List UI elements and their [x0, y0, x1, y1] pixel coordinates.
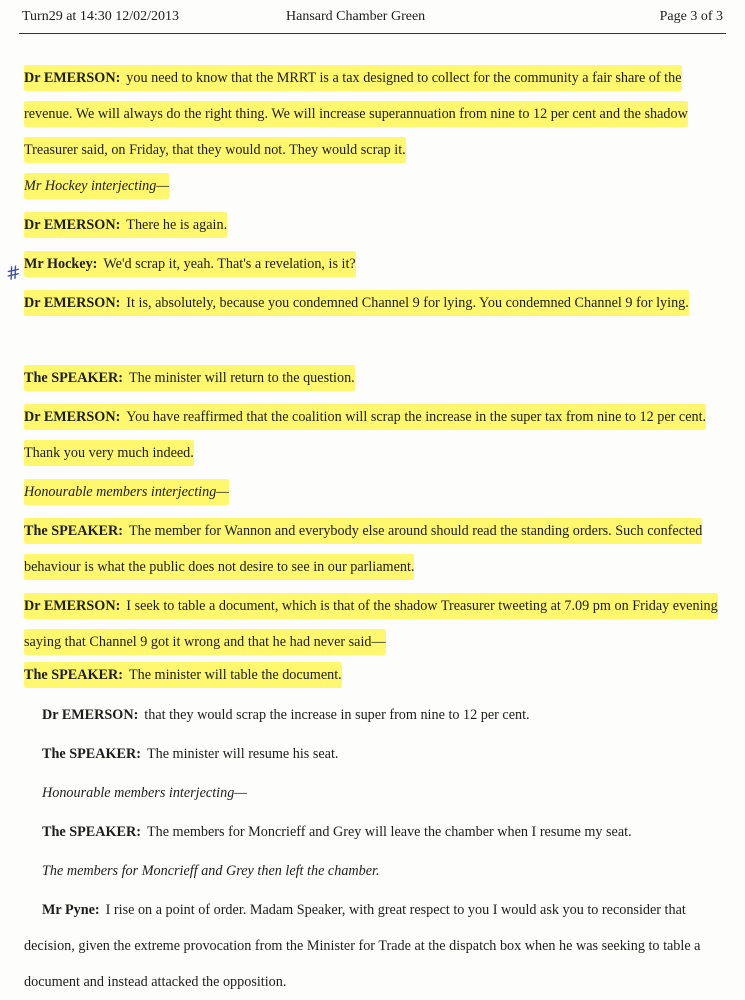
- paragraph-5: [24, 285, 724, 321]
- paragraph-2: [24, 168, 724, 204]
- speaker-name: The SPEAKER:: [42, 746, 141, 762]
- speech-text: I rise on a point of order. Madam Speaker, with great respect to you I would ask you to reconsider that decision, given the extreme provocation from the Minister for Trade at the dispatch box when he was seeking to table a document and instead attacked the opposition.: [24, 902, 701, 990]
- speech-text: You have reaffirmed that the coalition will scrap the increase in the super tax from nine to 12 per cent. Thank you very much indeed.: [24, 409, 707, 461]
- paragraph-16: [24, 853, 724, 889]
- paragraph-4: [24, 246, 724, 282]
- speech-text: The minister will resume his seat.: [146, 746, 339, 762]
- paragraph-9: [24, 513, 724, 585]
- speaker-name: The SPEAKER:: [24, 523, 123, 539]
- speaker-name: The SPEAKER:: [24, 667, 123, 683]
- speaker-name: Dr EMERSON:: [24, 70, 121, 86]
- interjection-text: Honourable members interjecting—: [42, 785, 247, 801]
- speech-text: that they would scrap the increase in super from nine to 12 per cent.: [144, 707, 530, 723]
- speech-text: you need to know that the MRRT is a tax designed to collect for the community a fair share of the revenue. We will always do the right thing. We will increase superannuation from nine to 12 per cent and the shadow Treasurer said, on Friday, that they would not. They would scrap it.: [24, 70, 688, 158]
- stage-direction: The members for Moncrieff and Grey then left the chamber.: [42, 863, 380, 879]
- speaker-name: The SPEAKER:: [24, 370, 123, 386]
- header-rule: [19, 33, 726, 34]
- speech-text: The minister will return to the question.: [128, 370, 355, 386]
- header-turn-time: Turn29 at 14:30 12/02/2013: [22, 9, 179, 24]
- speaker-name: Mr Pyne:: [42, 902, 100, 918]
- paragraph-12: [24, 697, 724, 733]
- paragraph-1: [24, 60, 724, 168]
- speech-text: I seek to table a document, which is that of the shadow Treasurer tweeting at 7.09 pm on Friday evening saying that Channel 9 got it wrong and that he had never said—: [24, 598, 718, 650]
- paragraph-11: [24, 657, 724, 693]
- speaker-name: The SPEAKER:: [42, 824, 141, 840]
- paragraph-15: [24, 814, 724, 850]
- speaker-name: Dr EMERSON:: [42, 707, 139, 723]
- header-page-number: Page 3 of 3: [659, 9, 723, 24]
- header-title: Hansard Chamber Green: [286, 9, 426, 24]
- speaker-name: Dr EMERSON:: [24, 295, 121, 311]
- speech-text: We'd scrap it, yeah. That's a revelation, is it?: [103, 256, 356, 272]
- page-header: [0, 0, 745, 36]
- speaker-name: Dr EMERSON:: [24, 409, 121, 425]
- speech-text: The minister will table the document.: [128, 667, 342, 683]
- speech-text: It is, absolutely, because you condemned Channel 9 for lying. You condemned Channel 9 for lying.: [126, 295, 689, 311]
- speech-text: The member for Wannon and everybody else around should read the standing orders. Such confected behaviour is what the public does not desire to see in our parliament.: [24, 523, 703, 575]
- paragraph-3: [24, 207, 724, 243]
- paragraph-6: [24, 360, 724, 396]
- interjection-text: Honourable members interjecting—: [24, 479, 229, 505]
- paragraph-14: [24, 775, 724, 811]
- speech-text: The members for Moncrieff and Grey will leave the chamber when I resume my seat.: [146, 824, 632, 840]
- speaker-name: Dr EMERSON:: [24, 217, 121, 233]
- paragraph-7: [24, 399, 724, 471]
- paragraph-8: [24, 474, 724, 510]
- paragraph-10: [24, 588, 724, 660]
- speech-text: There he is again.: [126, 217, 228, 233]
- speaker-name: Dr EMERSON:: [24, 598, 121, 614]
- interjection-text: Mr Hockey interjecting—: [24, 173, 169, 199]
- paragraph-17: [24, 892, 724, 1000]
- paragraph-13: [24, 736, 724, 772]
- speaker-name: Mr Hockey:: [24, 256, 98, 272]
- handwritten-margin-mark: #: [3, 261, 24, 286]
